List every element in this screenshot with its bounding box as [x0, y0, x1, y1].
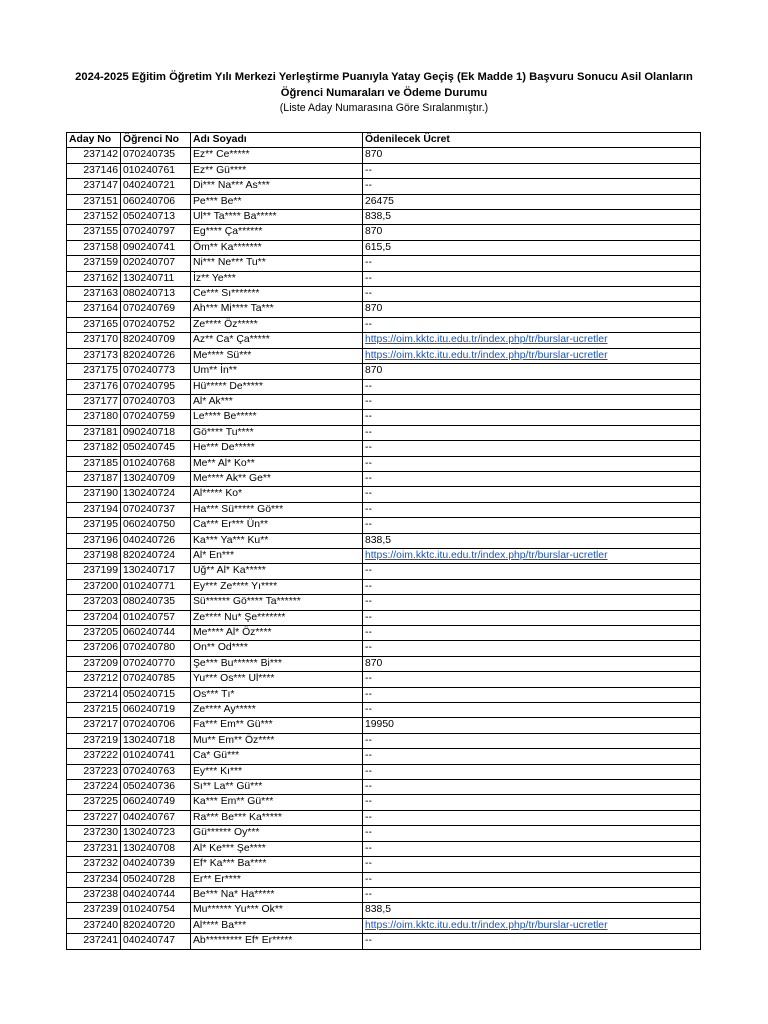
table-row	[67, 302, 701, 317]
ogrenci-no-cell: 070240763	[121, 764, 191, 779]
ucret-cell: --	[363, 379, 701, 394]
ogrenci-no-cell: 050240728	[121, 872, 191, 887]
ucret-cell: --	[363, 502, 701, 517]
adi-soyadi-cell: Um** İn**	[191, 364, 363, 379]
ucret-cell: --	[363, 841, 701, 856]
ucret-cell: --	[363, 795, 701, 810]
adi-soyadi-cell: Şe*** Bu****** Bi***	[191, 656, 363, 671]
ucret-cell: --	[363, 764, 701, 779]
ucret-cell: 870	[363, 225, 701, 240]
aday-no-cell: 237200	[67, 579, 121, 594]
table-row	[67, 348, 701, 363]
adi-soyadi-cell: Di*** Na*** As***	[191, 179, 363, 194]
adi-soyadi-cell: Al**** Ba***	[191, 918, 363, 933]
ogrenci-no-cell: 050240736	[121, 780, 191, 795]
ucret-cell: 870	[363, 656, 701, 671]
ucret-cell: --	[363, 641, 701, 656]
aday-no-cell: 237182	[67, 441, 121, 456]
ucret-cell: --	[363, 317, 701, 332]
adi-soyadi-cell: Sü****** Gö**** Ta******	[191, 595, 363, 610]
aday-no-cell: 237142	[67, 148, 121, 163]
ogrenci-no-cell: 040240747	[121, 934, 191, 949]
ucret-cell: 26475	[363, 194, 701, 209]
aday-no-cell: 237190	[67, 487, 121, 502]
fee-info-link[interactable]: https://oim.kktc.itu.edu.tr/index.php/tr/burslar-ucretler	[365, 349, 608, 361]
table-row	[67, 487, 701, 502]
ogrenci-no-cell: 820240724	[121, 548, 191, 563]
adi-soyadi-cell: Yu*** Os*** Ul****	[191, 672, 363, 687]
table-row	[67, 210, 701, 225]
adi-soyadi-cell: Me** Al* Ko**	[191, 456, 363, 471]
table-row	[67, 841, 701, 856]
adi-soyadi-cell: Uğ** Al* Ka*****	[191, 564, 363, 579]
header-adi-soyadi: Adı Soyadı	[191, 133, 363, 148]
ogrenci-no-cell: 070240770	[121, 656, 191, 671]
aday-no-cell: 237180	[67, 410, 121, 425]
ucret-cell: --	[363, 810, 701, 825]
adi-soyadi-cell: Ey*** Kı***	[191, 764, 363, 779]
ogrenci-no-cell: 070240785	[121, 672, 191, 687]
ogrenci-no-cell: 010240757	[121, 610, 191, 625]
table-row	[67, 533, 701, 548]
table-body	[67, 148, 701, 949]
ucret-cell: --	[363, 287, 701, 302]
table-row	[67, 364, 701, 379]
table-row	[67, 595, 701, 610]
ucret-cell: --	[363, 672, 701, 687]
adi-soyadi-cell: Ez** Gü****	[191, 163, 363, 178]
table-row	[67, 548, 701, 563]
document-header	[0, 70, 768, 116]
adi-soyadi-cell: Ha*** Sü***** Gö***	[191, 502, 363, 517]
ogrenci-no-cell: 050240715	[121, 687, 191, 702]
ucret-cell: --	[363, 626, 701, 641]
ogrenci-no-cell: 040240739	[121, 857, 191, 872]
adi-soyadi-cell: Le**** Be*****	[191, 410, 363, 425]
adi-soyadi-cell: Me**** Ak** Ge**	[191, 471, 363, 486]
aday-no-cell: 237164	[67, 302, 121, 317]
table-row	[67, 610, 701, 625]
aday-no-cell: 237194	[67, 502, 121, 517]
aday-no-cell: 237146	[67, 163, 121, 178]
table-row	[67, 333, 701, 348]
table-row	[67, 287, 701, 302]
table-row	[67, 703, 701, 718]
aday-no-cell: 237238	[67, 887, 121, 902]
aday-no-cell: 237206	[67, 641, 121, 656]
ucret-cell: --	[363, 703, 701, 718]
adi-soyadi-cell: Ze**** Ay*****	[191, 703, 363, 718]
aday-no-cell: 237217	[67, 718, 121, 733]
aday-no-cell: 237219	[67, 733, 121, 748]
ogrenci-no-cell: 070240773	[121, 364, 191, 379]
adi-soyadi-cell: Mu****** Yu*** Ok**	[191, 903, 363, 918]
aday-no-cell: 237158	[67, 240, 121, 255]
aday-no-cell: 237147	[67, 179, 121, 194]
adi-soyadi-cell: Ah*** Mi**** Ta***	[191, 302, 363, 317]
ucret-cell: --	[363, 733, 701, 748]
ucret-cell: --	[363, 256, 701, 271]
aday-no-cell: 237165	[67, 317, 121, 332]
table-row	[67, 780, 701, 795]
aday-no-cell: 237241	[67, 934, 121, 949]
table-row	[67, 641, 701, 656]
adi-soyadi-cell: Ab********* Ef* Er*****	[191, 934, 363, 949]
ucret-cell: --	[363, 518, 701, 533]
ogrenci-no-cell: 060240749	[121, 795, 191, 810]
ogrenci-no-cell: 010240768	[121, 456, 191, 471]
adi-soyadi-cell: Ca*** Er*** Ün**	[191, 518, 363, 533]
ogrenci-no-cell: 070240759	[121, 410, 191, 425]
table-row	[67, 857, 701, 872]
ucret-cell	[363, 333, 701, 348]
ogrenci-no-cell: 070240706	[121, 718, 191, 733]
table-row	[67, 502, 701, 517]
ogrenci-no-cell: 040240721	[121, 179, 191, 194]
table-row	[67, 148, 701, 163]
ucret-cell	[363, 918, 701, 933]
table-row	[67, 271, 701, 286]
table-row	[67, 687, 701, 702]
ogrenci-no-cell: 130240709	[121, 471, 191, 486]
ucret-cell: --	[363, 934, 701, 949]
ogrenci-no-cell: 070240752	[121, 317, 191, 332]
adi-soyadi-cell: Al* En***	[191, 548, 363, 563]
table-row	[67, 425, 701, 440]
table-row	[67, 764, 701, 779]
adi-soyadi-cell: Er** Er****	[191, 872, 363, 887]
header-ogrenci-no: Öğrenci No	[121, 133, 191, 148]
table-row	[67, 179, 701, 194]
ucret-cell: --	[363, 857, 701, 872]
adi-soyadi-cell: Hü***** De*****	[191, 379, 363, 394]
table-row	[67, 795, 701, 810]
ucret-cell: --	[363, 179, 701, 194]
adi-soyadi-cell: Ey*** Ze**** Yı****	[191, 579, 363, 594]
ucret-cell: --	[363, 410, 701, 425]
aday-no-cell: 237240	[67, 918, 121, 933]
adi-soyadi-cell: Me**** Sü***	[191, 348, 363, 363]
ogrenci-no-cell: 040240744	[121, 887, 191, 902]
adi-soyadi-cell: Me**** Al* Öz****	[191, 626, 363, 641]
table-row	[67, 240, 701, 255]
fee-info-link[interactable]: https://oim.kktc.itu.edu.tr/index.php/tr/burslar-ucretler	[365, 334, 608, 346]
table-row	[67, 903, 701, 918]
table-row	[67, 718, 701, 733]
adi-soyadi-cell: İz** Ye***	[191, 271, 363, 286]
adi-soyadi-cell: Ka*** Ya*** Ku**	[191, 533, 363, 548]
aday-no-cell: 237177	[67, 394, 121, 409]
ogrenci-no-cell: 010240761	[121, 163, 191, 178]
ogrenci-no-cell: 070240795	[121, 379, 191, 394]
aday-no-cell: 237204	[67, 610, 121, 625]
ucret-cell: --	[363, 826, 701, 841]
adi-soyadi-cell: Ez** Ce*****	[191, 148, 363, 163]
ogrenci-no-cell: 010240754	[121, 903, 191, 918]
table-row	[67, 194, 701, 209]
table-header-row	[67, 133, 701, 148]
aday-no-cell: 237159	[67, 256, 121, 271]
ogrenci-no-cell: 080240713	[121, 287, 191, 302]
aday-no-cell: 237209	[67, 656, 121, 671]
ogrenci-no-cell: 130240717	[121, 564, 191, 579]
table-row	[67, 934, 701, 949]
aday-no-cell: 237151	[67, 194, 121, 209]
ucret-cell: --	[363, 487, 701, 502]
aday-no-cell: 237239	[67, 903, 121, 918]
ogrenci-no-cell: 090240741	[121, 240, 191, 255]
table-row	[67, 733, 701, 748]
ogrenci-no-cell: 060240744	[121, 626, 191, 641]
adi-soyadi-cell: Al***** Ko*	[191, 487, 363, 502]
ucret-cell: --	[363, 687, 701, 702]
aday-no-cell: 237155	[67, 225, 121, 240]
adi-soyadi-cell: Ef* Ka*** Ba****	[191, 857, 363, 872]
ucret-cell: 838,5	[363, 903, 701, 918]
table-row	[67, 379, 701, 394]
header-odenilecek-ucret: Ödenilecek Ücret	[363, 133, 701, 148]
aday-no-cell: 237234	[67, 872, 121, 887]
table-row	[67, 656, 701, 671]
adi-soyadi-cell: Ce*** Sı*******	[191, 287, 363, 302]
aday-no-cell: 237222	[67, 749, 121, 764]
adi-soyadi-cell: He*** De*****	[191, 441, 363, 456]
aday-no-cell: 237195	[67, 518, 121, 533]
ogrenci-no-cell: 040240726	[121, 533, 191, 548]
ucret-cell: --	[363, 394, 701, 409]
aday-no-cell: 237227	[67, 810, 121, 825]
table-row	[67, 256, 701, 271]
ogrenci-no-cell: 040240767	[121, 810, 191, 825]
table-row	[67, 749, 701, 764]
document-subtitle: (Liste Aday Numarasına Göre Sıralanmıştır.)	[279, 102, 489, 114]
ucret-cell: --	[363, 456, 701, 471]
aday-no-cell: 237205	[67, 626, 121, 641]
aday-no-cell: 237173	[67, 348, 121, 363]
aday-no-cell: 237198	[67, 548, 121, 563]
table-row	[67, 518, 701, 533]
aday-no-cell: 237224	[67, 780, 121, 795]
adi-soyadi-cell: Ze**** Nu* Şe*******	[191, 610, 363, 625]
adi-soyadi-cell: Pe*** Be**	[191, 194, 363, 209]
aday-no-cell: 237212	[67, 672, 121, 687]
ucret-cell: 870	[363, 302, 701, 317]
aday-no-cell: 237170	[67, 333, 121, 348]
aday-no-cell: 237185	[67, 456, 121, 471]
fee-info-link[interactable]: https://oim.kktc.itu.edu.tr/index.php/tr/burslar-ucretler	[365, 549, 608, 561]
adi-soyadi-cell: Eg**** Ça******	[191, 225, 363, 240]
table-row	[67, 626, 701, 641]
ogrenci-no-cell: 070240703	[121, 394, 191, 409]
adi-soyadi-cell: Sı** La** Gü***	[191, 780, 363, 795]
aday-no-cell: 237203	[67, 595, 121, 610]
adi-soyadi-cell: Mu** Em** Öz****	[191, 733, 363, 748]
ogrenci-no-cell: 130240724	[121, 487, 191, 502]
table-row	[67, 441, 701, 456]
ucret-cell: --	[363, 579, 701, 594]
aday-no-cell: 237152	[67, 210, 121, 225]
aday-no-cell: 237175	[67, 364, 121, 379]
adi-soyadi-cell: Be*** Na* Ha*****	[191, 887, 363, 902]
ucret-cell	[363, 348, 701, 363]
adi-soyadi-cell: Fa*** Em** Gü***	[191, 718, 363, 733]
table-row	[67, 564, 701, 579]
ucret-cell: 19950	[363, 718, 701, 733]
aday-no-cell: 237199	[67, 564, 121, 579]
document-title-line-1: 2024-2025 Eğitim Öğretim Yılı Merkezi Yerleştirme Puanıyla Yatay Geçiş (Ek Madde 1) Başvuru Sonucu Asil Olanların	[75, 71, 693, 83]
table-row	[67, 918, 701, 933]
ogrenci-no-cell: 130240718	[121, 733, 191, 748]
document-title-line-2: Öğrenci Numaraları ve Ödeme Durumu	[280, 86, 488, 99]
aday-no-cell: 237187	[67, 471, 121, 486]
ogrenci-no-cell: 070240737	[121, 502, 191, 517]
ucret-cell: 838,5	[363, 210, 701, 225]
ogrenci-no-cell: 010240741	[121, 749, 191, 764]
ucret-cell: --	[363, 271, 701, 286]
ucret-cell: --	[363, 471, 701, 486]
ogrenci-no-cell: 060240750	[121, 518, 191, 533]
ucret-cell: --	[363, 887, 701, 902]
table-row	[67, 394, 701, 409]
table-row	[67, 810, 701, 825]
ogrenci-no-cell: 820240709	[121, 333, 191, 348]
adi-soyadi-cell: Ul** Ta**** Ba*****	[191, 210, 363, 225]
table-row	[67, 826, 701, 841]
ogrenci-no-cell: 130240708	[121, 841, 191, 856]
aday-no-cell: 237181	[67, 425, 121, 440]
adi-soyadi-cell: Gü****** Oy***	[191, 826, 363, 841]
ucret-cell: 615,5	[363, 240, 701, 255]
table-row	[67, 471, 701, 486]
ogrenci-no-cell: 060240719	[121, 703, 191, 718]
adi-soyadi-cell: Al* Ke*** Şe****	[191, 841, 363, 856]
aday-no-cell: 237230	[67, 826, 121, 841]
ucret-cell: --	[363, 749, 701, 764]
ucret-cell: 870	[363, 364, 701, 379]
ogrenci-no-cell: 820240726	[121, 348, 191, 363]
ucret-cell: 870	[363, 148, 701, 163]
table-row	[67, 579, 701, 594]
adi-soyadi-cell: Al* Ak***	[191, 394, 363, 409]
ogrenci-no-cell: 050240713	[121, 210, 191, 225]
adi-soyadi-cell: Ka*** Em** Gü***	[191, 795, 363, 810]
ogrenci-no-cell: 090240718	[121, 425, 191, 440]
ucret-cell: --	[363, 163, 701, 178]
aday-no-cell: 237196	[67, 533, 121, 548]
ogrenci-no-cell: 130240723	[121, 826, 191, 841]
ogrenci-no-cell: 130240711	[121, 271, 191, 286]
aday-no-cell: 237214	[67, 687, 121, 702]
adi-soyadi-cell: Ni*** Ne*** Tu**	[191, 256, 363, 271]
adi-soyadi-cell: On** Od****	[191, 641, 363, 656]
ogrenci-no-cell: 050240745	[121, 441, 191, 456]
table-row	[67, 887, 701, 902]
ucret-cell: --	[363, 610, 701, 625]
adi-soyadi-cell: Gö**** Tu****	[191, 425, 363, 440]
adi-soyadi-cell: Ra*** Be*** Ka*****	[191, 810, 363, 825]
aday-no-cell: 237176	[67, 379, 121, 394]
header-aday-no: Aday No	[67, 133, 121, 148]
ogrenci-no-cell: 010240771	[121, 579, 191, 594]
ogrenci-no-cell: 070240797	[121, 225, 191, 240]
aday-no-cell: 237163	[67, 287, 121, 302]
ucret-cell: --	[363, 441, 701, 456]
aday-no-cell: 237215	[67, 703, 121, 718]
table-row	[67, 317, 701, 332]
adi-soyadi-cell: Az** Ca* Ça*****	[191, 333, 363, 348]
ucret-cell: --	[363, 780, 701, 795]
ucret-cell: --	[363, 595, 701, 610]
table-row	[67, 456, 701, 471]
adi-soyadi-cell: Ze**** Öz*****	[191, 317, 363, 332]
ucret-cell: --	[363, 564, 701, 579]
adi-soyadi-cell: Öm** Ka*******	[191, 240, 363, 255]
ogrenci-no-cell: 020240707	[121, 256, 191, 271]
adi-soyadi-cell: Os*** Tı*	[191, 687, 363, 702]
aday-no-cell: 237162	[67, 271, 121, 286]
table-row	[67, 672, 701, 687]
aday-no-cell: 237223	[67, 764, 121, 779]
fee-info-link[interactable]: https://oim.kktc.itu.edu.tr/index.php/tr/burslar-ucretler	[365, 919, 608, 931]
table-row	[67, 163, 701, 178]
ucret-cell: 838,5	[363, 533, 701, 548]
table-row	[67, 225, 701, 240]
ogrenci-no-cell: 080240735	[121, 595, 191, 610]
ucret-cell	[363, 548, 701, 563]
ogrenci-no-cell: 070240735	[121, 148, 191, 163]
ucret-cell: --	[363, 872, 701, 887]
table-row	[67, 410, 701, 425]
results-table	[66, 132, 701, 950]
aday-no-cell: 237225	[67, 795, 121, 810]
aday-no-cell: 237232	[67, 857, 121, 872]
aday-no-cell: 237231	[67, 841, 121, 856]
ucret-cell: --	[363, 425, 701, 440]
adi-soyadi-cell: Ca* Gü***	[191, 749, 363, 764]
table-row	[67, 872, 701, 887]
ogrenci-no-cell: 070240780	[121, 641, 191, 656]
ogrenci-no-cell: 820240720	[121, 918, 191, 933]
ogrenci-no-cell: 070240769	[121, 302, 191, 317]
ogrenci-no-cell: 060240706	[121, 194, 191, 209]
